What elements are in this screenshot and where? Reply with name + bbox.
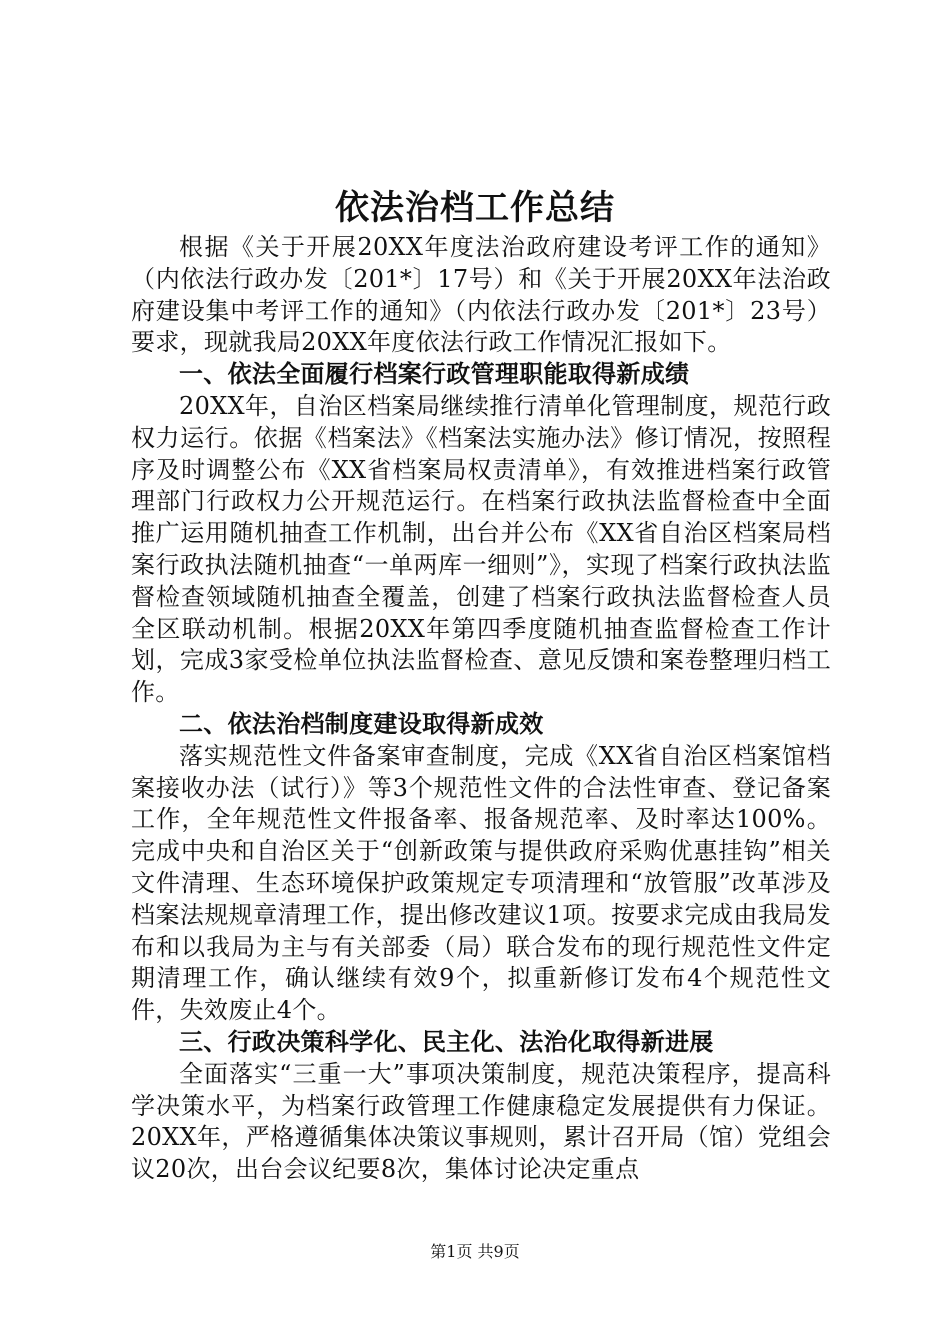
section-paragraph-1: 20XX年，自治区档案局继续推行清单化管理制度，规范行政权力运行。依据《档案法》《档案法实施办法》修订情况，按照程序及时调整公布《XX省档案局权责清单》，有效推进档案行政管理部门行政权力公开规范运行。在档案行政执法监督检查中全面推广运用随机抽查工作机制，出台并公布《XX省自治区档案局档案行政执法随机抽查“一单两库一细则”》，实现了档案行政执法监督检查领域随机抽查全覆盖，创建了档案行政执法监督检查人员全区联动机制。根据20XX年第四季度随机抽查监督检查工作计划，完成3家受检单位执法监督检查、意见反馈和案卷整理归档工作。 <box>131 391 831 707</box>
section-heading-2: 二、依法治档制度建设取得新成效 <box>179 709 544 738</box>
intro-paragraph: 根据《关于开展20XX年度法治政府建设考评工作的通知》（内依法行政办发〔201*〕17号）和《关于开展20XX年法治政府建设集中考评工作的通知》（内依法行政办发〔201*〕23号）要求，现就我局20XX年度依法行政工作情况汇报如下。 <box>131 233 831 357</box>
section-paragraph-3: 全面落实“三重一大”事项决策制度，规范决策程序，提高科学决策水平，为档案行政管理工作健康稳定发展提供有力保证。20XX年，严格遵循集体决策议事规则，累计召开局（馆）党组会议20次，出台会议纪要8次，集体讨论决定重点 <box>131 1059 831 1184</box>
document-body <box>131 232 831 1186</box>
section-heading-3: 三、行政决策科学化、民主化、法治化取得新进展 <box>179 1027 714 1056</box>
page-number-footer: 第1页 共9页 <box>430 1242 520 1261</box>
section-heading-1: 一、依法全面履行档案行政管理职能取得新成绩 <box>179 360 690 389</box>
section-paragraph-2: 落实规范性文件备案审查制度，完成《XX省自治区档案馆档案接收办法（试行）》等3个规范性文件的合法性审查、登记备案工作，全年规范性文件报备率、报备规范率、及时率达100%。完成中央和自治区关于“创新政策与提供政府采购优惠挂钩”相关文件清理、生态环境保护政策规定专项清理和“放管服”改革涉及档案法规规章清理工作，提出修改建议1项。按要求完成由我局发布和以我局为主与有关部委（局）联合发布的现行规范性文件定期清理工作，确认继续有效9个，拟重新修订发布4个规范性文件，失效废止4个。 <box>131 741 831 1025</box>
document-title: 依法治档工作总结 <box>335 188 615 228</box>
